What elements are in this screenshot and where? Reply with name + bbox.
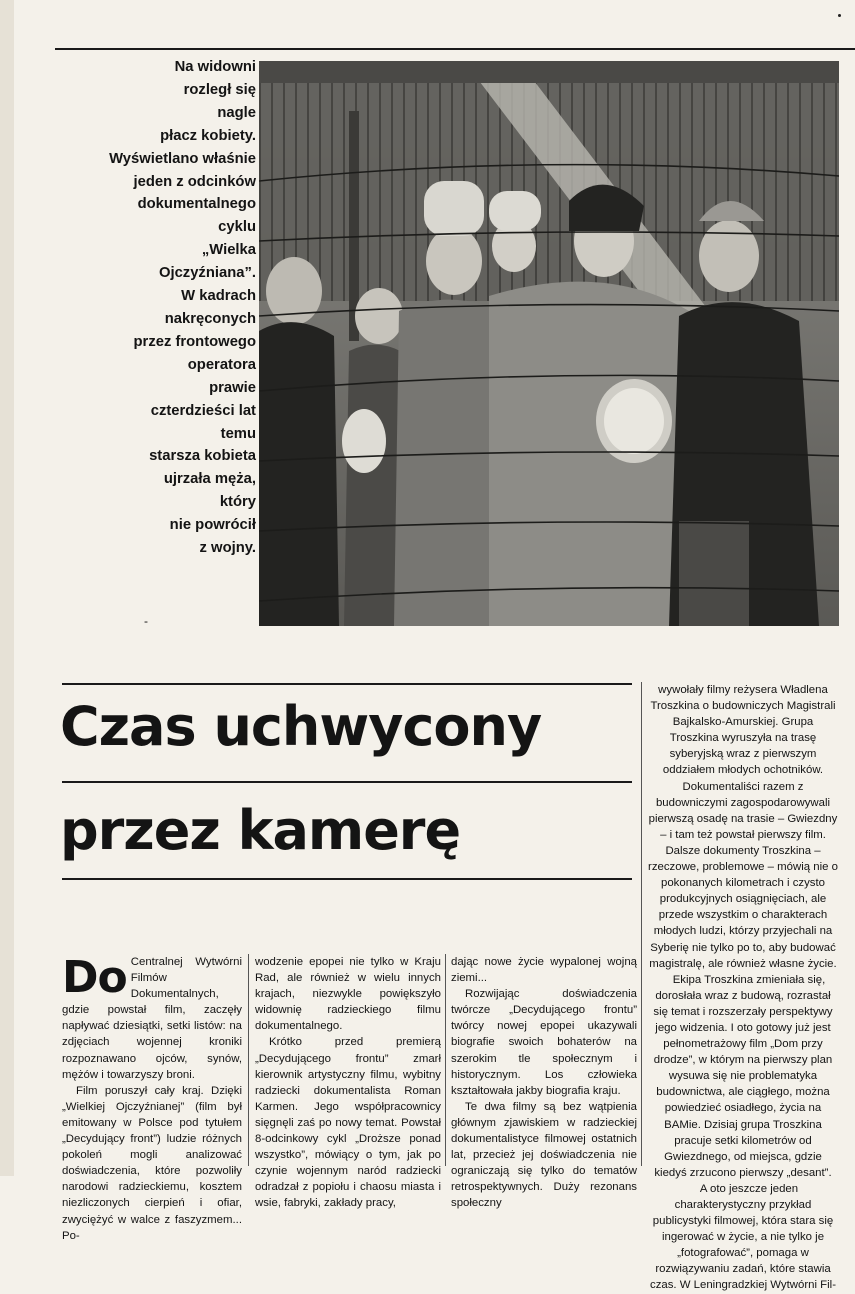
article-column-1 bbox=[62, 954, 242, 1244]
article-paragraph: Te dwa filmy są bez wątpienia głównym zjawiskiem w radzieckiej dokumentalistyce filmowej ostatnich lat, przecież jej doświadczenia nie ograniczają się tylko do tematów retrospektywnych. Duży rezonans społeczny bbox=[451, 1100, 637, 1210]
column-divider bbox=[641, 682, 642, 1166]
camp-photo bbox=[259, 61, 839, 626]
lead-paragraph bbox=[56, 56, 256, 560]
lead-line: nagle bbox=[217, 104, 256, 121]
lead-line: starsza kobieta bbox=[149, 448, 256, 465]
article-paragraph: Krótko przed premierą „Decydującego frontu” zmarł kierownik artystyczny filmu, wybitny radziecki dokumentalista Roman Karmen. Jego współpracownicy sięgnęli zaś po nowy temat. Powstał 8-odcinkowy cykl „Droższe ponad wszystko”, mówiący o tym, jak po czynie wojennym naród radziecki odradzał z popiołu i chaosu miasta i wsie, fabryki, zakłady pracy, bbox=[255, 1036, 441, 1210]
article-paragraph: Ekipa Troszkina zmieniała się, dorosłała wraz z budową, rozrastał się temat i rozszerzały perspektywy jego widzenia. I oto gotowy już jest pełnometrażowy film „Dom przy drodze”, w którym na pierwszy plan wysuwa się nie problematyka budownictwa, ale ciągłego, można powiedzieć osiadłego, życia na BAMie. Dzisiaj grupa Troszkina pracuje setki kilometrów od Gwiezdnego, od miejsca, gdzie kiedyś zrzucono pierwszy „desant”. bbox=[653, 973, 833, 1179]
article-paragraph: wywołały filmy reżysera Władlena Troszkina o budowniczych Magistrali Bajkalsko-Amurskiej. Grupa Troszkina wyruszyła na trasę syberyjską wraz z pierwszym oddziałem młodych ochotników. Dokumentaliści razem z budowniczymi zagospodarowywali pierwszą osadę na trasie – Gwiezdny – i tam też powstał pierwszy film. Dalsze dokumenty Troszkina – rzeczowe, problemowe – mówią nie o pokonanych kilometrach i czysto produkcyjnych osiągnięciach, ale przede wszystkim o charakterach młodych ludzi, którzy przyjechali na Syberię nie tylko po to, aby budować magistralę, ale również własne życie. bbox=[648, 684, 838, 970]
lead-line: ujrzała męża, bbox=[163, 471, 256, 488]
lead-line: operatora bbox=[187, 356, 256, 373]
article-paragraph: dając nowe życie wypalonej wojną ziemi... bbox=[451, 956, 637, 985]
top-rule bbox=[55, 48, 855, 50]
article-paragraph: wodzenie epopei nie tylko w Kraju Rad, ale również w wielu innych krajach, niezwykle powiększyło widownię radzieckiego filmu dokumentalnego. bbox=[255, 956, 441, 1033]
lead-line: temu bbox=[220, 425, 256, 442]
lead-line: Na widowni bbox=[174, 59, 256, 75]
caption-mark: - bbox=[144, 614, 148, 628]
lead-line: przez frontowego bbox=[133, 333, 256, 350]
lead-line: czterdzieści lat bbox=[150, 402, 256, 419]
lead-line: Wyświetlano właśnie bbox=[109, 150, 256, 167]
page-gutter bbox=[0, 0, 14, 1176]
lead-line: dokumentalnego bbox=[137, 196, 256, 213]
headline-rule-top bbox=[62, 683, 632, 685]
lead-line: nakręconych bbox=[164, 310, 256, 327]
column-divider bbox=[248, 954, 249, 1166]
headline-line-2: przez kamerę bbox=[60, 799, 461, 862]
article-column-2 bbox=[255, 954, 441, 1212]
headline-line-1: Czas uchwycony bbox=[60, 695, 542, 758]
lead-line: „Wielka bbox=[201, 242, 256, 259]
lead-line: nie powrócił bbox=[169, 517, 256, 534]
lead-line: z wojny. bbox=[199, 540, 256, 557]
article-column-3 bbox=[451, 954, 637, 1212]
lead-line: płacz kobiety. bbox=[160, 127, 256, 144]
lead-line: który bbox=[219, 494, 256, 511]
article-paragraph: A oto jeszcze jeden charakterystyczny przykład publicystyki filmowej, która stara się ingerować w życie, a nie tylko je „fotografować”, pomaga w rozwiązywaniu zadań, które stawia czas. W Leningradzkiej Wytwórni Fil- bbox=[650, 1182, 836, 1292]
print-dot bbox=[838, 14, 841, 17]
article-paragraph: Rozwijając doświadczenia twórcze „Decydującego frontu” twórcy nowej epopei ukazywali biografie swoich bohaterów na szerokim tle społecznym i historycznym. Los człowieka kształtowała jakby biografia kraju. bbox=[451, 988, 637, 1097]
article-paragraph: Film poruszył cały kraj. Dzięki „Wielkiej Ojczyźnianej” (film był emitowany w Polsce pod tytułem „Decydujący front”) ludzie różnych pokoleń mogli analizować doświadczenia, które pozwoliły narodowi radzieckiemu, kosztem niezliczonych cierpień i ofiar, zwyciężyć w walce z faszyzmem... Po- bbox=[62, 1084, 242, 1242]
lead-line: Ojczyźniana”. bbox=[158, 265, 256, 282]
lead-line: rozległ się bbox=[183, 81, 256, 98]
lead-line: W kadrach bbox=[181, 288, 256, 305]
lead-line: jeden z odcinków bbox=[133, 173, 256, 190]
headline-rule-bottom bbox=[62, 878, 632, 880]
article-column-4 bbox=[648, 682, 838, 1294]
drop-cap: Do bbox=[62, 952, 127, 1003]
article-paragraph: Do Centralnej Wytwórni Filmów Dokumentalnych, gdzie powstał film, zaczęły napływać dziesiątki, setki listów: na zdjęciach wojennej kroniki rozpoznawano ojców, synów, mężów i towarzyszy broni. bbox=[62, 952, 242, 1081]
barbed-wire-camp-photo-icon bbox=[259, 61, 839, 626]
headline-rule-middle bbox=[62, 781, 632, 783]
lead-line: prawie bbox=[209, 379, 256, 396]
lead-line: cyklu bbox=[218, 219, 256, 236]
column-divider bbox=[445, 954, 446, 1166]
